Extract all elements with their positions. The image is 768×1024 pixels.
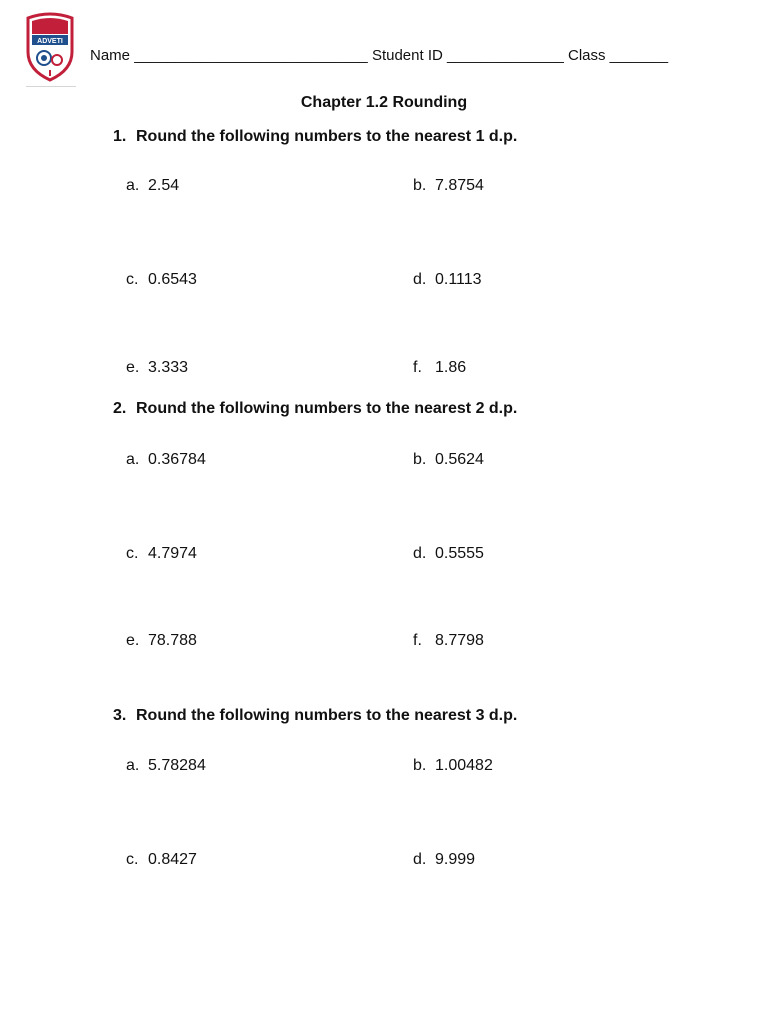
item-value: 0.6543: [148, 271, 197, 288]
item-letter: b.: [413, 757, 427, 774]
q1-item-a: [126, 177, 179, 195]
q3-item-b: [413, 757, 493, 775]
class-label: Class: [567, 47, 606, 64]
q2-item-d: [413, 545, 484, 563]
item-value: 0.36784: [148, 451, 206, 468]
q2-item-e: [126, 632, 197, 650]
item-letter: e.: [126, 632, 140, 649]
logo-divider: [26, 86, 76, 87]
student-id-blank[interactable]: ______________: [447, 47, 564, 64]
item-value: 1.00482: [435, 757, 493, 774]
class-blank[interactable]: _______: [609, 47, 669, 64]
question-text: Round the following numbers to the nearest 2 d.p.: [136, 400, 518, 417]
student-info-line: [90, 47, 668, 64]
item-letter: a.: [126, 177, 140, 194]
item-letter: b.: [413, 177, 427, 194]
item-letter: e.: [126, 359, 140, 376]
name-blank[interactable]: ____________________________: [134, 47, 368, 64]
item-letter: d.: [413, 271, 427, 288]
item-value: 0.1113: [435, 271, 482, 288]
item-letter: f.: [413, 632, 422, 649]
item-letter: c.: [126, 545, 139, 562]
q2-item-c: [126, 545, 197, 563]
q1-item-b: [413, 177, 484, 195]
item-letter: b.: [413, 451, 427, 468]
item-letter: d.: [413, 851, 427, 868]
item-letter: d.: [413, 545, 427, 562]
school-shield-logo: [24, 12, 76, 82]
item-letter: c.: [126, 851, 139, 868]
q2-item-f: [413, 632, 484, 650]
question-number: 2.: [113, 400, 127, 417]
question-text: Round the following numbers to the nearest 3 d.p.: [136, 707, 518, 724]
q2-item-b: [413, 451, 484, 469]
item-value: 7.8754: [435, 177, 484, 194]
item-letter: f.: [413, 359, 422, 376]
question-text: Round the following numbers to the nearest 1 d.p.: [136, 128, 518, 145]
q3-item-a: [126, 757, 206, 775]
q1-item-f: [413, 359, 466, 377]
item-value: 9.999: [435, 851, 476, 868]
page-title: Chapter 1.2 Rounding: [300, 94, 468, 111]
name-label: Name: [90, 47, 131, 64]
q1-item-d: [413, 271, 482, 289]
q1-item-c: [126, 271, 197, 289]
question-number: 3.: [113, 707, 127, 724]
item-value: 0.8427: [148, 851, 197, 868]
question-number: 1.: [113, 128, 127, 145]
item-value: 3.333: [148, 359, 189, 376]
student-id-label: Student ID: [371, 47, 443, 64]
question-3: [113, 707, 517, 725]
item-value: 1.86: [435, 359, 467, 376]
item-value: 0.5624: [435, 451, 484, 468]
question-2: [113, 400, 517, 418]
item-value: 2.54: [148, 177, 180, 194]
q3-item-d: [413, 851, 475, 869]
item-value: 5.78284: [148, 757, 206, 774]
question-1: [113, 128, 517, 146]
item-letter: c.: [126, 271, 139, 288]
item-letter: a.: [126, 757, 140, 774]
item-value: 8.7798: [435, 632, 484, 649]
item-value: 4.7974: [148, 545, 197, 562]
q3-item-c: [126, 851, 197, 869]
item-value: 0.5555: [435, 545, 484, 562]
logo-text: ADVETI: [37, 38, 63, 45]
item-value: 78.788: [148, 632, 197, 649]
q2-item-a: [126, 451, 206, 469]
item-letter: a.: [126, 451, 140, 468]
q1-item-e: [126, 359, 188, 377]
